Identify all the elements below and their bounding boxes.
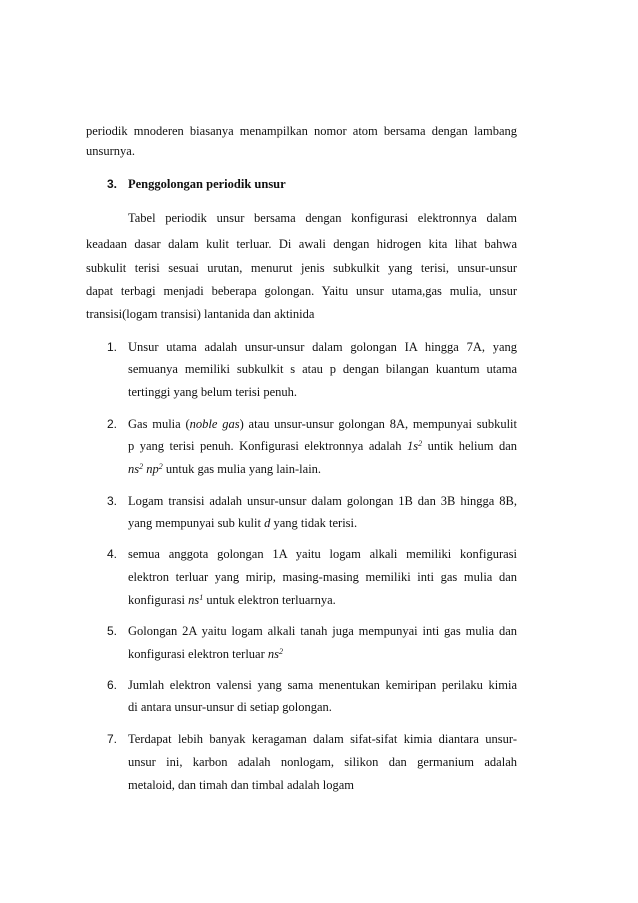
italic-formula: $1s^2$	[406, 439, 423, 453]
list-item-line: Jumlah elektron valensi yang sama menentukan kemiripan perilaku kimia	[128, 678, 517, 692]
list-item-line: Logam transisi adalah unsur-unsur dalam golongan 1B dan 3B hingga 8B,	[128, 494, 517, 508]
italic-term: noble gas	[189, 417, 240, 431]
list-number: 7.	[107, 732, 118, 746]
list-item-line: p yang terisi penuh. Konfigurasi elektronnya adalah $1s^2$ untik helium dan	[128, 439, 517, 453]
italic-formula: $ns^1$	[188, 593, 204, 607]
list-number: 5.	[107, 624, 118, 638]
intro-line-1: periodik mnoderen biasanya menampilkan nomor atom bersama dengan lambang	[86, 124, 517, 138]
section-title: Penggolongan periodik unsur	[128, 177, 286, 191]
list-number: 6.	[107, 678, 118, 692]
list-item-line: Gas mulia (noble gas) atau unsur-unsur golongan 8A, mempunyai subkulit	[128, 417, 518, 431]
list-item-line: unsur ini, karbon adalah nonlogam, silikon dan germanium adalah	[128, 755, 517, 769]
list-item-line: $ns^2$ $np^2$ untuk gas mulia yang lain-lain.	[128, 462, 322, 476]
section-number: 3.	[107, 177, 118, 191]
list-item-line: konfigurasi elektron terluar $ns^2$	[128, 647, 284, 661]
list-number: 4.	[107, 547, 118, 561]
list-item-line: semuanya memiliki subkulkit s atau p dengan bilangan kuantum utama	[128, 362, 517, 376]
paragraph-line-5: transisi(logam transisi) lantanida dan aktinida	[86, 307, 315, 321]
italic-formula: $ns^2$	[267, 647, 284, 661]
paragraph-line-1: Tabel periodik unsur bersama dengan konfigurasi elektronnya dalam	[128, 211, 517, 225]
paragraph-line-4: dapat terbagi menjadi beberapa golongan. Yaitu unsur utama,gas mulia, unsur	[86, 284, 517, 298]
list-item-line: Golongan 2A yaitu logam alkali tanah juga mempunyai inti gas mulia dan	[128, 624, 517, 638]
list-item-line: yang mempunyai sub kulit d yang tidak terisi.	[128, 516, 358, 530]
list-item-line: Unsur utama adalah unsur-unsur dalam golongan IA hingga 7A, yang	[128, 340, 517, 354]
list-number: 2.	[107, 417, 118, 431]
italic-formula: $ns^2$ $np^2$	[128, 462, 163, 476]
list-number: 3.	[107, 494, 118, 508]
list-item-line: Terdapat lebih banyak keragaman dalam sifat-sifat kimia diantara unsur-	[128, 732, 517, 746]
list-item-line: di antara unsur-unsur di setiap golongan.	[128, 700, 332, 714]
section-heading	[107, 176, 286, 192]
list-item-line: semua anggota golongan 1A yaitu logam alkali memiliki konfigurasi	[128, 547, 517, 561]
list-item-line: elektron terluar yang mirip, masing-masing memiliki inti gas mulia dan	[128, 570, 517, 584]
italic-term: d	[264, 516, 271, 530]
list-item-line: konfigurasi $ns^1$ untuk elektron terluarnya.	[128, 593, 336, 607]
intro-line-2: unsurnya.	[86, 144, 135, 158]
paragraph-line-3: subkulit terisi sesuai urutan, menurut jenis subkulkit yang terisi, unsur-unsur	[86, 261, 517, 275]
paragraph-line-2: keadaan dasar dalam kulit terluar. Di awali dengan hidrogen kita lihat bahwa	[86, 237, 517, 251]
list-number: 1.	[107, 340, 118, 354]
list-item-line: metaloid, dan timah dan timbal adalah logam	[128, 778, 354, 792]
list-item-line: tertinggi yang belum terisi penuh.	[128, 385, 298, 399]
